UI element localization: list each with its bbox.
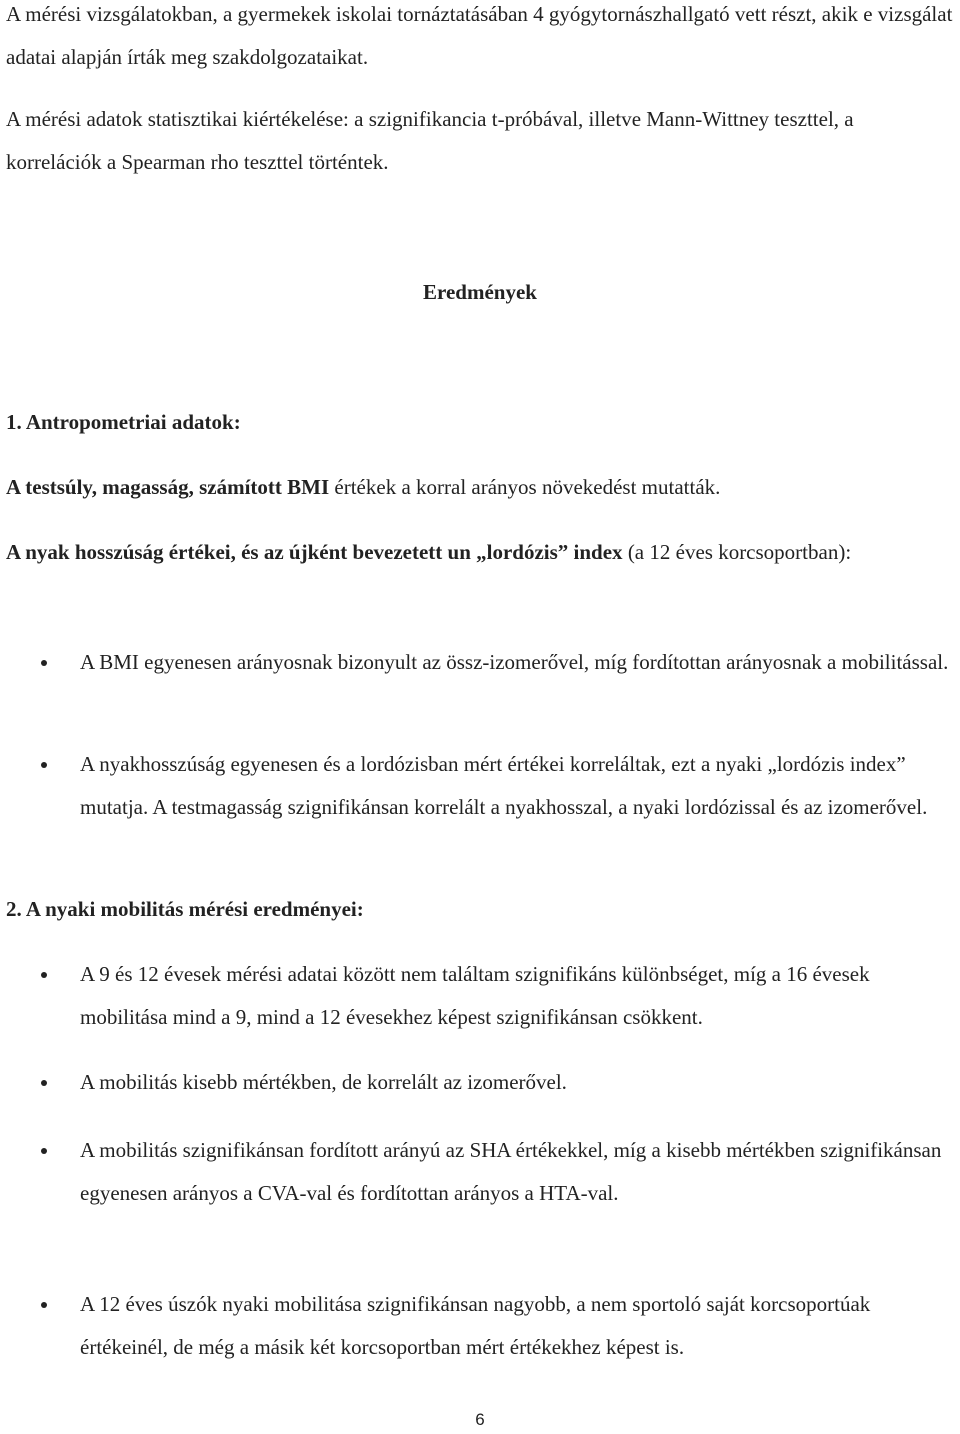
section-1-bullet-text: A nyakhosszúság egyenesen és a lordózisban mért értékei korreláltak, ezt a nyaki „lordózis index” mutatja. A testmagasság szignifikánsan korrelált a nyakhosszal, a nyaki lordózissal és az izomerővel. xyxy=(80,752,928,819)
section-1-paragraph-2-rest: (a 12 éves korcsoportban): xyxy=(622,540,852,564)
section-1-paragraph-1-rest: értékek a korral arányos növekedést mutatták. xyxy=(329,475,721,499)
results-heading: Eredmények xyxy=(423,280,537,304)
bullet-dot-icon xyxy=(41,762,47,768)
section-1-paragraph-2-bold: A nyak hosszúság értékei, és az újként bevezetett un „lordózis” index xyxy=(6,540,623,564)
intro-paragraph-2: A mérési adatok statisztikai kiértékelése: a szignifikancia t-próbával, illetve Mann-Wittney teszttel, a korrelációk a Spearman rho teszttel történtek. xyxy=(6,107,854,174)
section-1-title: 1. Antropometriai adatok: xyxy=(6,410,241,434)
section-1-bullet-text: A BMI egyenesen arányosnak bizonyult az össz-izomerővel, míg fordítottan arányosnak a mobilitással. xyxy=(80,650,949,674)
section-2-bullet-text: A mobilitás kisebb mértékben, de korrelált az izomerővel. xyxy=(80,1070,567,1094)
section-1-paragraph-1 xyxy=(6,466,954,509)
section-2-bullet-text: A 9 és 12 évesek mérési adatai között nem találtam szignifikáns különbséget, míg a 16 évesek mobilitása mind a 9, mind a 12 évesekhez képest szignifikánsan csökkent. xyxy=(80,962,870,1029)
section-1-paragraph-1-bold: A testsúly, magasság, számított BMI xyxy=(6,475,330,499)
bullet-dot-icon xyxy=(41,660,47,666)
section-1-paragraph-2 xyxy=(6,531,954,574)
intro-paragraph-1: A mérési vizsgálatokban, a gyermekek iskolai tornáztatásában 4 gyógytornászhallgató vett részt, akik e vizsgálat adatai alapján írták meg szakdolgozataikat. xyxy=(6,2,953,69)
bullet-dot-icon xyxy=(41,1302,47,1308)
section-2-title: 2. A nyaki mobilitás mérési eredményei: xyxy=(6,897,364,921)
bullet-dot-icon xyxy=(41,972,47,978)
bullet-dot-icon xyxy=(41,1148,47,1154)
bullet-dot-icon xyxy=(41,1080,47,1086)
page-number: 6 xyxy=(475,1410,485,1429)
section-2-bullet-text: A mobilitás szignifikánsan fordított arányú az SHA értékekkel, míg a kisebb mértékben szignifikánsan egyenesen arányos a CVA-val és fordítottan arányos a HTA-val. xyxy=(80,1138,942,1205)
section-2-bullet-text: A 12 éves úszók nyaki mobilitása szignifikánsan nagyobb, a nem sportoló saját korcsoportúak értékeinél, de még a másik két korcsoportban mért értékekhez képest is. xyxy=(80,1292,871,1359)
